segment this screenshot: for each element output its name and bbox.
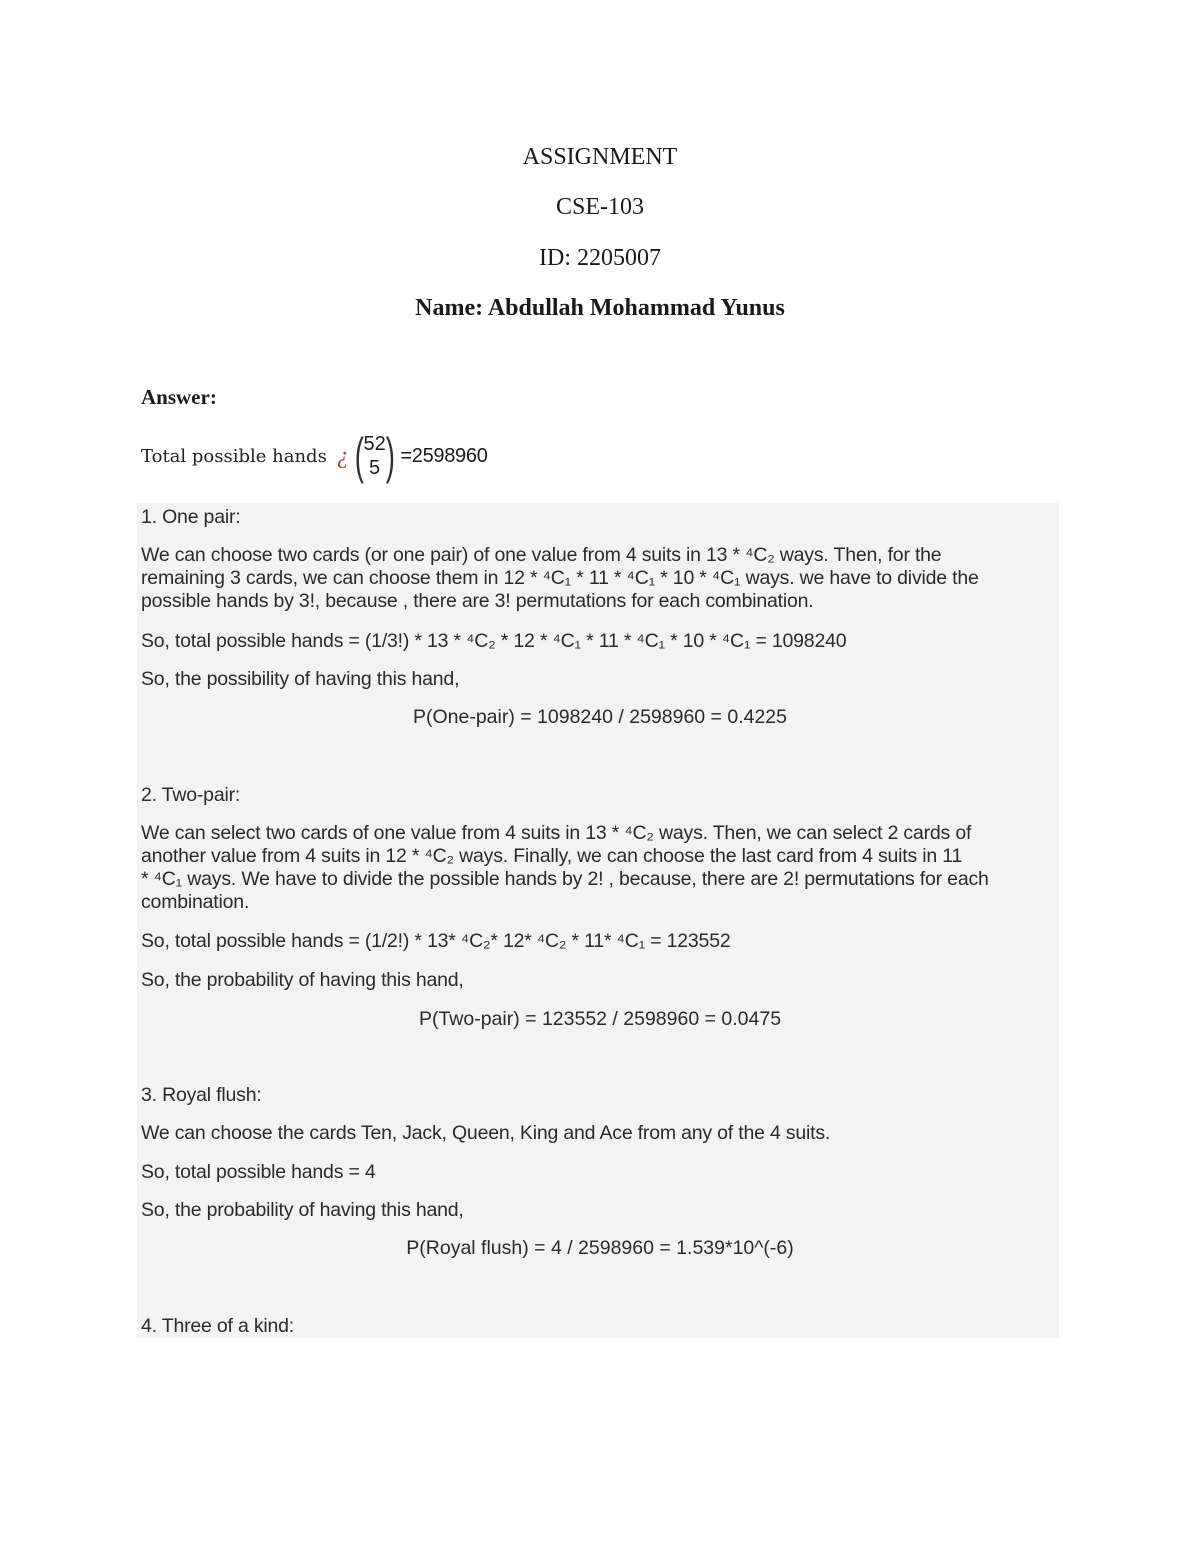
paragraph-line: another value from 4 suits in 12 * ⁴C₂ ways. Finally, we can choose the last card from 4 suits in 11 (141, 845, 963, 867)
total-hands-formula (141, 426, 488, 486)
section-heading-two-pair: 2. Two-pair: (141, 784, 241, 806)
probability-result: P(Royal flush) = 4 / 2598960 = 1.539*10^(-6) (406, 1237, 794, 1259)
section-heading-three-of-a-kind: 4. Three of a kind: (141, 1315, 295, 1337)
paragraph-line: We can select two cards of one value from 4 suits in 13 * ⁴C₂ ways. Then, we can select 2 cards of (141, 822, 972, 844)
student-id: ID: 2205007 (539, 245, 661, 271)
section-heading-royal-flush: 3. Royal flush: (141, 1084, 262, 1106)
left-paren: ( (354, 428, 364, 484)
probability-result: P(Two-pair) = 123552 / 2598960 = 0.0475 (418, 1008, 782, 1030)
total-hands-line: So, total possible hands = (1/3!) * 13 * ⁴C₂ * 12 * ⁴C₁ * 11 * ⁴C₁ * 10 * ⁴C₁ = 1098240 (141, 630, 847, 652)
probability-result: P(One-pair) = 1098240 / 2598960 = 0.4225 (412, 706, 788, 728)
binomial-coefficient (351, 427, 399, 485)
paragraph-line: We can choose the cards Ten, Jack, Queen, King and Ace from any of the 4 suits. (141, 1122, 831, 1144)
probability-intro: So, the probability of having this hand, (141, 1199, 464, 1221)
doc-title: ASSIGNMENT (522, 144, 678, 170)
total-hands-label: Total possible hands (141, 445, 327, 467)
probability-intro: So, the probability of having this hand, (141, 969, 464, 991)
binomial-k: 5 (369, 457, 381, 479)
binomial-n: 52 (363, 433, 386, 455)
total-hands-value: =2598960 (400, 444, 488, 467)
probability-intro: So, the possibility of having this hand, (141, 668, 460, 690)
paragraph-line: * ⁴C₁ ways. We have to divide the possible hands by 2! , because, there are 2! permutations for each (141, 868, 989, 890)
paragraph-line: combination. (141, 891, 250, 913)
paragraph-line: possible hands by 3!, because , there are 3! permutations for each combination. (141, 590, 814, 612)
section-heading-one-pair: 1. One pair: (141, 506, 241, 528)
paragraph-line: remaining 3 cards, we can choose them in 12 * ⁴C₁ * 11 * ⁴C₁ * 10 * ⁴C₁ ways. we have to divide the (141, 567, 979, 589)
student-name: Name: Abdullah Mohammad Yunus (415, 295, 785, 321)
course-code: CSE-103 (555, 194, 644, 220)
right-paren: ) (385, 428, 395, 484)
paragraph-line: We can choose two cards (or one pair) of one value from 4 suits in 13 * ⁴C₂ ways. Then, for the (141, 544, 942, 566)
broken-glyph: ¿ (336, 442, 349, 469)
answer-label: Answer: (141, 385, 217, 409)
total-hands-line: So, total possible hands = 4 (141, 1161, 376, 1183)
total-hands-line: So, total possible hands = (1/2!) * 13* ⁴C₂* 12* ⁴C₂ * 11* ⁴C₁ = 123552 (141, 930, 731, 952)
